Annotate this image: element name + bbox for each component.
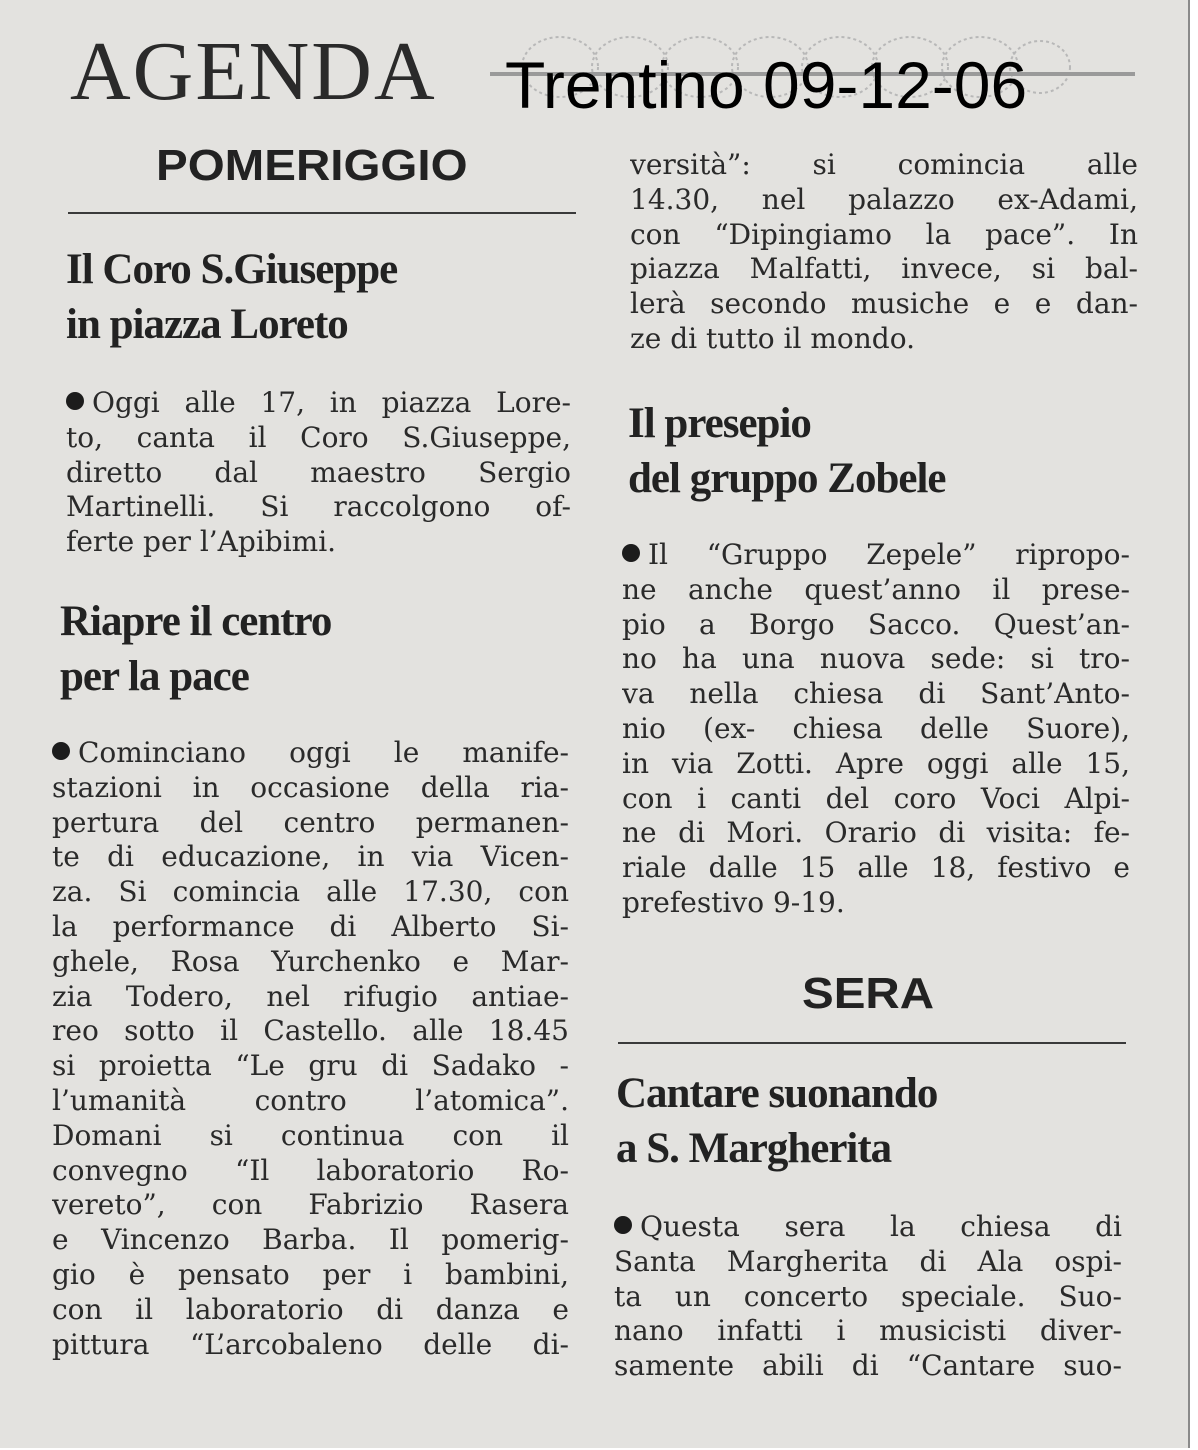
date-stamp: Trentino 09-12-06 <box>505 48 1028 122</box>
article-headline: Il presepio del gruppo Zobele <box>628 400 946 502</box>
article-body: Oggi alle 17, in piazza Lore- to, canta il Coro S.Giuseppe, diretto dal maestro Sergio Martinelli. Si raccolgono of- ferte per l’Apibimi. <box>66 386 571 559</box>
section-rule <box>618 1042 1126 1044</box>
bullet-icon <box>66 392 84 410</box>
article-body-continued: versità”: si comincia alle 14.30, nel palazzo ex-Adami, con “Dipingiamo la pace”. In piazza Malfatti, invece, si bal- lerà secondo musiche e e dan- ze di tutto il mondo. <box>630 148 1138 355</box>
article-headline: Riapre il centro per la pace <box>60 598 332 700</box>
article-body: Cominciano oggi le manife- stazioni in occasione della ria- pertura del centro permanen- te di educazione, in via Vicen- za. Si comincia alle 17.30, con la performance di Alberto Si- ghele, Rosa Yurchenko e Mar- zia Todero, nel rifugio antiae- reo sotto il Castello. alle 18.45 si proietta “Le gru di Sadako - l’umanità contro l’atomica”. Domani si continua con il convegno “Il laboratorio Ro- vereto”, con Fabrizio Rasera e Vincenzo Barba. Il pomerig- gio è pensato per i bambini, con il laboratorio di danza e pittura “L’arcobaleno delle di- <box>52 736 569 1361</box>
article-body: Questa sera la chiesa di Santa Margherita di Ala ospi- ta un concerto speciale. Suo- nano infatti i musicisti diver- samente abili di “Cantare suo- <box>614 1210 1122 1383</box>
article-body: Il “Gruppo Zepele” ripropo- ne anche quest’anno il prese- pio a Borgo Sacco. Quest’an- no ha una nuova sede: si tro- va nella chiesa di Sant’Anto- nio (ex- chiesa delle Suore), in via Zotti. Apre oggi alle 15, con i canti del coro Voci Alpi- ne di Mori. Orario di visita: fe- riale dalle 15 alle 18, festivo e prefestivo 9-19. <box>622 538 1130 919</box>
section-label-evening: SERA <box>802 969 935 1018</box>
article-headline: Il Coro S.Giuseppe in piazza Loreto <box>66 246 398 348</box>
section-rule <box>68 212 576 214</box>
bullet-icon <box>52 742 70 760</box>
article-headline: Cantare suonando a S. Margherita <box>616 1070 938 1172</box>
bullet-icon <box>622 544 640 562</box>
section-label-afternoon: POMERIGGIO <box>156 141 468 190</box>
bullet-icon <box>614 1216 632 1234</box>
masthead-title: AGENDA <box>70 25 437 118</box>
